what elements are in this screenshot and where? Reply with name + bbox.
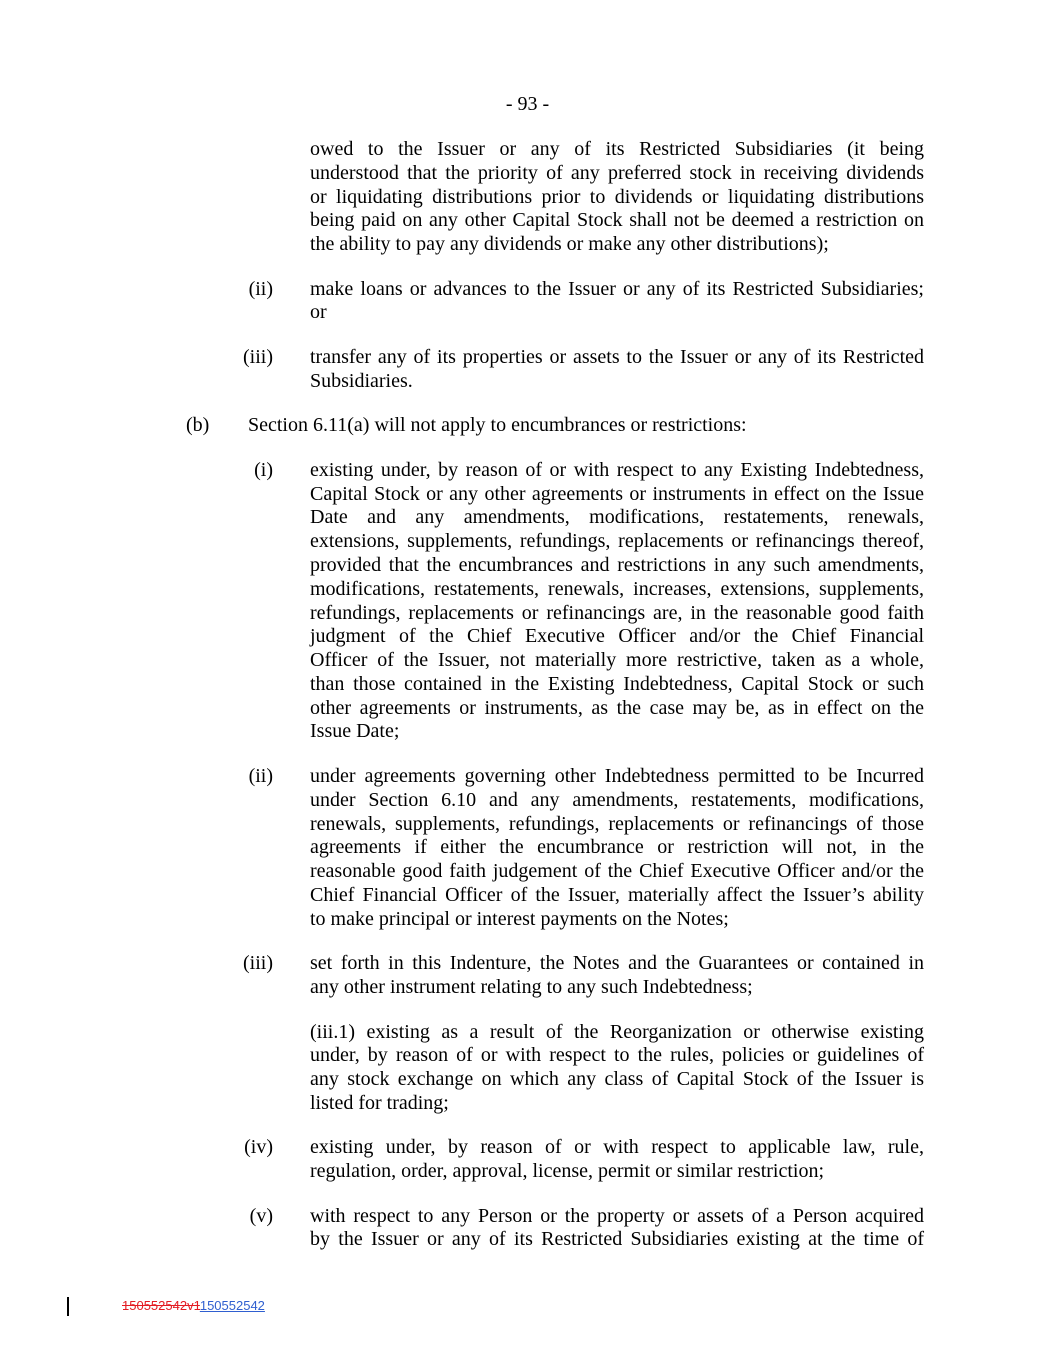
clause-b-subclause-i bbox=[0, 459, 1055, 745]
paragraph-text bbox=[310, 138, 924, 257]
text-line: owed to the Issuer or any of its Restricted Subsidiaries (it being bbox=[310, 138, 924, 160]
clause-b-subclause-iv bbox=[0, 1136, 1055, 1184]
text-line: under agreements governing other Indebtedness permitted to be Incurred bbox=[310, 764, 924, 787]
text-line: than those contained in the Existing Indebtedness, Capital Stock or such bbox=[310, 672, 924, 695]
text-line: agreements if either the encumbrance or restriction will not, in the bbox=[310, 836, 924, 859]
clause-marker: (b) bbox=[186, 414, 210, 437]
paragraph-text bbox=[310, 1136, 924, 1184]
text-line: understood that the priority of any preferred stock in receiving dividends bbox=[310, 161, 924, 184]
text-line: or liquidating distributions prior to dividends or liquidating distributions bbox=[310, 185, 924, 208]
text-line: Chief Financial Officer of the Issuer, materially affect the Issuer’s ability bbox=[310, 883, 924, 906]
text-line: make loans or advances to the Issuer or any of its Restricted Subsidiaries; bbox=[310, 277, 924, 300]
text-line: Subsidiaries. bbox=[310, 369, 413, 392]
change-bar bbox=[67, 1297, 69, 1316]
paragraph-text bbox=[310, 952, 924, 1000]
paragraph-text bbox=[310, 765, 924, 932]
text-line: modifications, restatements, renewals, increases, extensions, supplements, bbox=[310, 577, 924, 600]
text-line: renewals, supplements, refundings, replacements or refinancings of those bbox=[310, 812, 924, 835]
text-line: Issue Date; bbox=[310, 720, 400, 743]
text-line: Officer of the Issuer, not materially more restrictive, taken as a whole, bbox=[310, 649, 924, 672]
inserted-doc-id: 150552542 bbox=[199, 1298, 265, 1313]
text-line: the ability to pay any dividends or make any other distributions); bbox=[310, 233, 829, 256]
text-line: provided that the encumbrances and restrictions in any such amendments, bbox=[310, 553, 924, 576]
text-line: other agreements or instruments, as the case may be, as in effect on the bbox=[310, 696, 924, 719]
clause-b-subclause-ii bbox=[0, 765, 1055, 932]
text-line: or bbox=[310, 301, 327, 324]
subclause-marker: (ii) bbox=[248, 277, 273, 300]
subclause-marker: (v) bbox=[249, 1204, 273, 1227]
deleted-doc-id: 150552542v1 bbox=[122, 1298, 200, 1313]
clause-b-subclause-iii-1 bbox=[0, 1021, 1055, 1116]
subclause-marker: (iv) bbox=[244, 1136, 273, 1159]
text-line: under, by reason of or with respect to the rules, policies or guidelines of bbox=[310, 1044, 924, 1067]
document-body bbox=[0, 138, 1055, 1252]
footer-doc-id bbox=[122, 1298, 265, 1314]
text-line: any stock exchange on which any class of Capital Stock of the Issuer is bbox=[310, 1068, 924, 1091]
text-line: reasonable good faith judgement of the Chief Executive Officer and/or the bbox=[310, 860, 924, 883]
text-line: under Section 6.10 and any amendments, restatements, modifications, bbox=[310, 788, 924, 811]
clause-a-continuation bbox=[0, 138, 1055, 257]
clause-a-subclause-ii bbox=[0, 278, 1055, 326]
text-line: with respect to any Person or the property or assets of a Person acquired bbox=[310, 1204, 924, 1227]
text-line: Capital Stock or any other agreements or instruments in effect on the Issue bbox=[310, 482, 924, 505]
text-line: transfer any of its properties or assets to the Issuer or any of its Restricted bbox=[310, 345, 924, 368]
text-line: (iii.1) existing as a result of the Reorganization or otherwise existing bbox=[310, 1020, 924, 1043]
clause-b-lead-text: Section 6.11(a) will not apply to encumbrances or restrictions: bbox=[248, 414, 747, 437]
subclause-marker: (iii) bbox=[243, 345, 273, 368]
text-line: existing under, by reason of or with respect to applicable law, rule, bbox=[310, 1136, 924, 1159]
text-line: refundings, replacements or refinancings are, in the reasonable good faith bbox=[310, 601, 924, 624]
clause-a-subclause-iii bbox=[0, 346, 1055, 394]
text-line: Date and any amendments, modifications, restatements, renewals, bbox=[310, 506, 924, 529]
clause-b-subclause-iii bbox=[0, 952, 1055, 1000]
paragraph-text bbox=[310, 278, 924, 326]
text-line: regulation, order, approval, license, permit or similar restriction; bbox=[310, 1160, 825, 1183]
page-number: - 93 - bbox=[505, 93, 550, 115]
text-line: extensions, supplements, refundings, replacements or refinancings thereof, bbox=[310, 530, 924, 553]
text-line: being paid on any other Capital Stock shall not be deemed a restriction on bbox=[310, 209, 924, 232]
text-line: by the Issuer or any of its Restricted Subsidiaries existing at the time of bbox=[310, 1228, 924, 1251]
clause-b bbox=[0, 414, 1055, 438]
subclause-marker: (i) bbox=[254, 458, 273, 481]
paragraph-text bbox=[310, 1205, 924, 1253]
text-line: to make principal or interest payments on the Notes; bbox=[310, 907, 729, 930]
text-line: any other instrument relating to any such Indebtedness; bbox=[310, 976, 753, 999]
paragraph-text bbox=[310, 346, 924, 394]
text-line: listed for trading; bbox=[310, 1091, 449, 1114]
clause-b-subclause-v bbox=[0, 1205, 1055, 1253]
subclause-marker: (ii) bbox=[248, 764, 273, 787]
subclause-marker: (iii) bbox=[243, 952, 273, 975]
text-line: existing under, by reason of or with respect to any Existing Indebtedness, bbox=[310, 458, 924, 481]
paragraph-text bbox=[310, 1021, 924, 1116]
paragraph-text bbox=[310, 459, 924, 745]
text-line: judgment of the Chief Executive Officer and/or the Chief Financial bbox=[310, 625, 924, 648]
text-line: set forth in this Indenture, the Notes and the Guarantees or contained in bbox=[310, 952, 924, 975]
